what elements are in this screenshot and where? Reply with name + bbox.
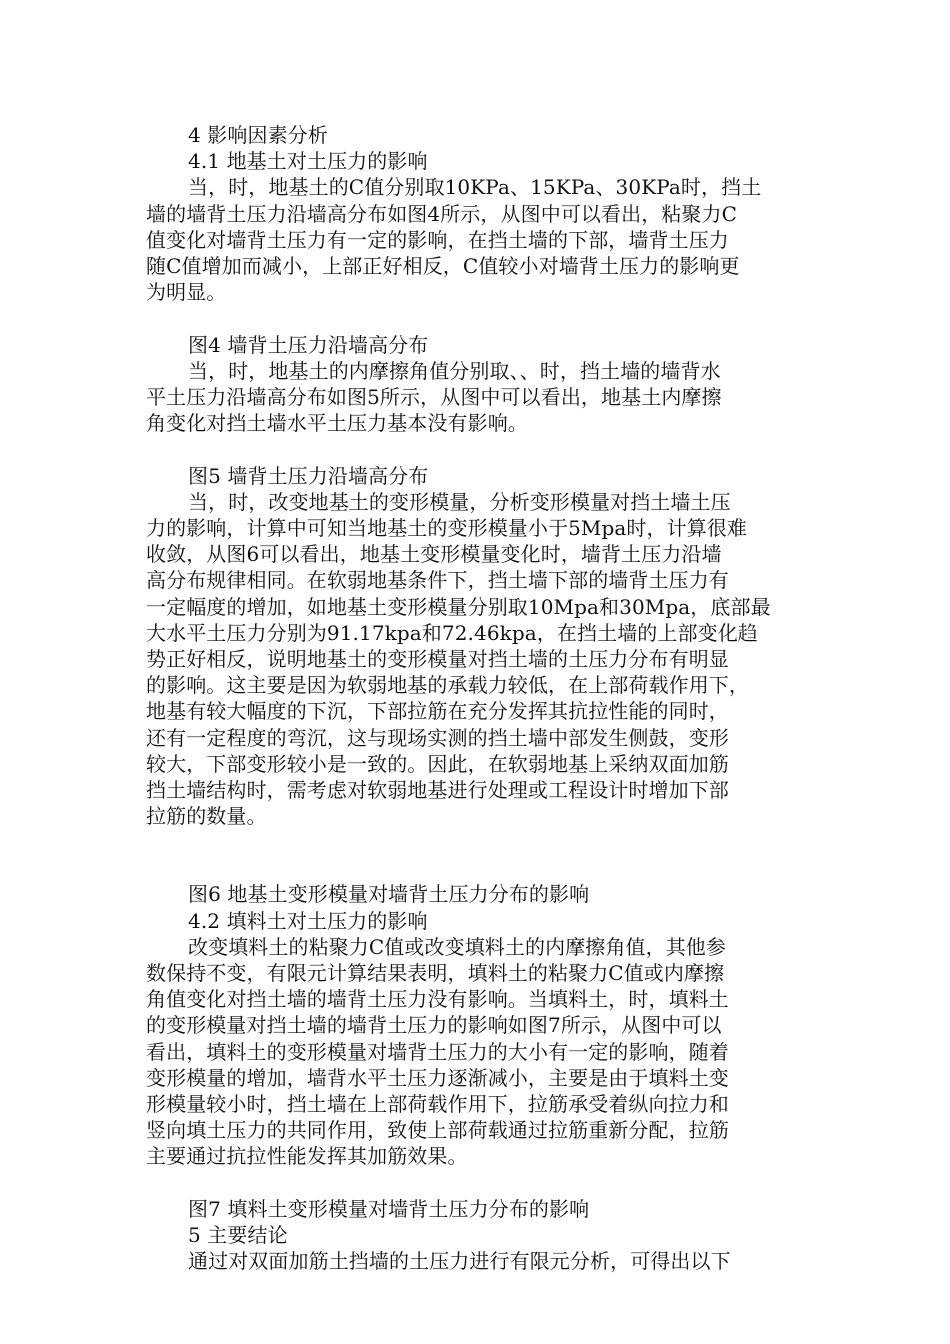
- paragraph-line: 一定幅度的增加，如地基土变形模量分别取10Mpa和30Mpa，底部最: [146, 594, 771, 619]
- subsection-heading-4-2: 4.2 填料土对土压力的影响: [188, 908, 428, 933]
- paragraph-line: 还有一定程度的弯沉，这与现场实测的挡土墙中部发生侧鼓，变形: [146, 725, 729, 750]
- paragraph-4: [146, 934, 806, 1170]
- paragraph-line: 主要通过抗拉性能发挥其加筋效果。: [146, 1144, 468, 1169]
- paragraph-line: 地基有较大幅度的下沉，下部拉筋在充分发挥其抗拉性能的同时，: [146, 699, 729, 724]
- paragraph-line: 较大，下部变形较小是一致的。因此，在软弱地基上采纳双面加筋: [146, 751, 729, 776]
- paragraph-3: [146, 489, 806, 830]
- section-heading-5: 5 主要结论: [188, 1223, 288, 1248]
- paragraph-line: 当，时，地基土的内摩擦角值分别取、、时，挡土墙的墙背水: [188, 358, 721, 383]
- paragraph-line: 墙的墙背土压力沿墙高分布如图4所示，从图中可以看出，粘聚力C: [146, 201, 738, 226]
- paragraph-line: 当，时，地基土的C值分别取10KPa、15KPa、30KPa时，挡土: [188, 175, 762, 200]
- blank-line: [146, 1170, 806, 1196]
- paragraph-line: 的变形模量对挡土墙的墙背土压力的影响如图7所示，从图中可以: [146, 1013, 722, 1038]
- blank-line: [146, 829, 806, 881]
- paragraph-line: 角变化对挡土墙水平土压力基本没有影响。: [146, 411, 528, 436]
- figure-caption-7: 图7 填料土变形模量对墙背土压力分布的影响: [188, 1196, 590, 1221]
- paragraph-line: 看出，填料土的变形模量对墙背土压力的大小有一定的影响，随着: [146, 1039, 729, 1064]
- figure-caption-5: 图5 墙背土压力沿墙高分布: [188, 463, 429, 488]
- paragraph-line: 挡土墙结构时，需考虑对软弱地基进行处理或工程设计时增加下部: [146, 778, 729, 803]
- paragraph-line: 高分布规律相同。在软弱地基条件下，挡土墙下部的墙背土压力有: [146, 568, 729, 593]
- paragraph-line: 随C值增加而减小，上部正好相反，C值较小对墙背土压力的影响更: [146, 254, 740, 279]
- section-heading-4: 4 影响因素分析: [188, 123, 328, 147]
- paragraph-line: 改变填料土的粘聚力C值或改变填料土的内摩擦角值，其他参: [188, 934, 727, 959]
- paragraph-line: 收敛，从图6可以看出，地基土变形模量变化时，墙背土压力沿墙: [146, 542, 722, 567]
- paragraph-line: 值变化对墙背土压力有一定的影响，在挡土墙的下部，墙背土压力: [146, 227, 729, 252]
- paragraph-line: 势正好相反，说明地基土的变形模量对挡土墙的土压力分布有明显: [146, 647, 729, 672]
- blank-line: [146, 436, 806, 462]
- paragraph-line: 竖向填土压力的共同作用，致使上部荷载通过拉筋重新分配，拉筋: [146, 1118, 729, 1143]
- paragraph-line: 变形模量的增加，墙背水平土压力逐渐减小，主要是由于填料土变: [146, 1065, 729, 1090]
- blank-line: [146, 305, 806, 331]
- paragraph-line: 平土压力沿墙高分布如图5所示，从图中可以看出，地基土内摩擦: [146, 385, 722, 410]
- figure-caption-4: 图4 墙背土压力沿墙高分布: [188, 332, 429, 357]
- paragraph-line: 大水平土压力分别为91.17kpa和72.46kpa，在挡土墙的上部变化趋: [146, 620, 758, 645]
- paragraph-line: 角值变化对挡土墙的墙背土压力没有影响。当填料土，时，填料土: [146, 987, 729, 1012]
- paragraph-1: [146, 174, 806, 305]
- document-body: [146, 122, 806, 1274]
- figure-caption-6: 图6 地基土变形模量对墙背土压力分布的影响: [188, 882, 590, 907]
- subsection-heading-4-1: 4.1 地基土对土压力的影响: [188, 149, 428, 174]
- paragraph-line: 为明显。: [146, 280, 227, 305]
- paragraph-line: 通过对双面加筋土挡墙的土压力进行有限元分析，可得出以下: [188, 1249, 731, 1274]
- paragraph-5: [146, 1248, 806, 1274]
- paragraph-line: 力的影响，计算中可知当地基土的变形模量小于5Mpa时，计算很难: [146, 516, 748, 541]
- paragraph-2: [146, 358, 806, 437]
- paragraph-line: 的影响。这主要是因为软弱地基的承载力较低，在上部荷载作用下，: [146, 673, 749, 698]
- paragraph-line: 形模量较小时，挡土墙在上部荷载作用下，拉筋承受着纵向拉力和: [146, 1092, 729, 1117]
- paragraph-line: 当，时，改变地基土的变形模量，分析变形模量对挡土墙土压: [188, 489, 731, 514]
- paragraph-line: 数保持不变，有限元计算结果表明，填料土的粘聚力C值或内摩擦: [146, 961, 725, 986]
- paragraph-line: 拉筋的数量。: [146, 804, 267, 829]
